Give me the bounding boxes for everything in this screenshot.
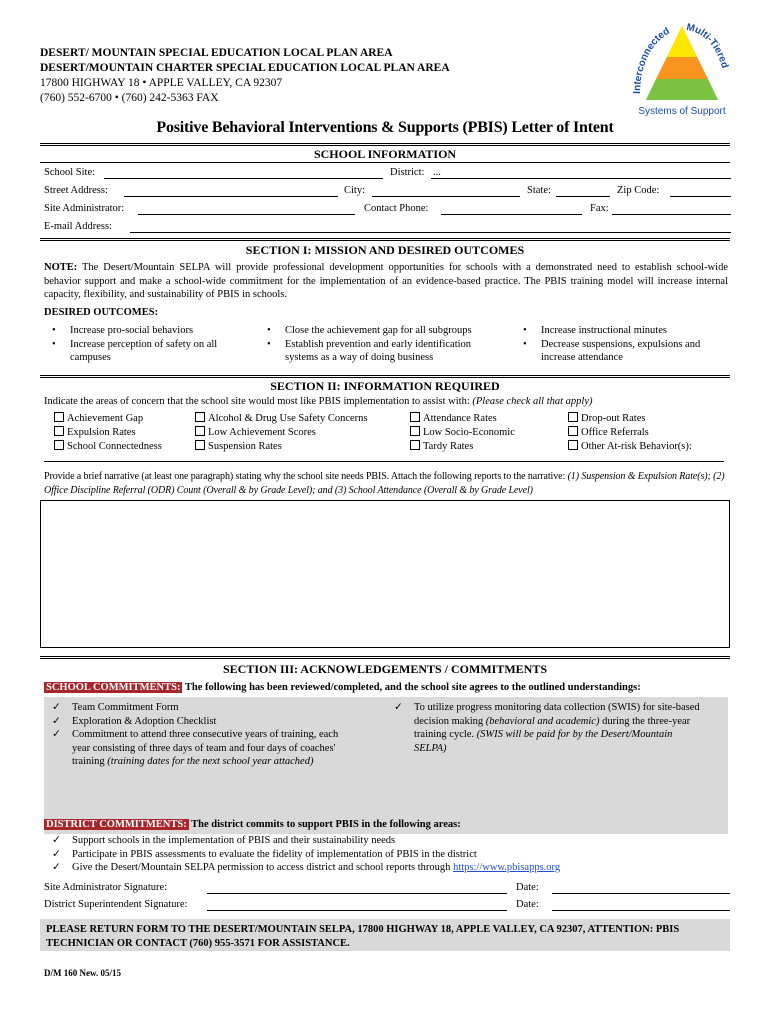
list-item: ✓ Commitment to attend three consecutive years of training, each year consisting of three days of team and four days of coaches' training (training dates for the next school year attached)	[52, 729, 339, 767]
admin-field[interactable]	[138, 214, 355, 215]
phone-field[interactable]	[441, 214, 582, 215]
section2-intro: Indicate the areas of concern that the school site would most like PBIS implementation to assist with: (Please check all that apply)	[44, 396, 593, 407]
concern-checkbox[interactable]: Tardy Rates	[410, 440, 515, 454]
mtss-logo	[626, 22, 738, 120]
state-field[interactable]	[556, 196, 610, 197]
list-item: • Increase instructional minutes	[523, 325, 667, 336]
logo-bottom-text: Systems of Support	[638, 106, 726, 117]
outcomes-col-3	[515, 324, 730, 365]
divider-line	[40, 162, 730, 163]
page-title: Positive Behavioral Interventions & Supports (PBIS) Letter of Intent	[156, 119, 614, 136]
district-field[interactable]	[431, 178, 731, 179]
triangle-logo-icon	[626, 22, 738, 120]
divider-bar	[40, 656, 730, 659]
outcomes-col-2	[259, 324, 495, 365]
admin-label: Site Administrator:	[44, 203, 125, 214]
district-commitments-tag: DISTRICT COMMITMENTS:	[46, 819, 187, 830]
concern-col-4	[568, 412, 692, 454]
zip-field[interactable]	[670, 196, 731, 197]
list-item: • Close the achievement gap for all subgroups	[267, 325, 472, 336]
street-label: Street Address:	[44, 185, 108, 196]
concern-col-2	[195, 412, 368, 454]
site-admin-signature-label: Site Administrator Signature:	[44, 882, 168, 893]
concern-checkbox[interactable]: Low Achievement Scores	[195, 426, 368, 440]
concern-col-3	[410, 412, 515, 454]
note-text: The Desert/Mountain SELPA will provide professional development opportunities for schools with a demonstrated need to establish school-wide behavior support and make a school-wide commitment for the implementation of an evidence-based practice. The PBIS training model will increase internal capacity, flexibility, and sustainability of PBIS in schools.	[44, 262, 728, 300]
city-label: City:	[344, 185, 366, 196]
outcomes-col-1	[44, 324, 244, 365]
list-item: • Increase perception of safety on all campuses	[52, 338, 218, 363]
desired-outcomes-label: DESIRED OUTCOMES:	[44, 307, 159, 318]
list-item: • Establish prevention and early identification systems as a way of doing business	[267, 338, 472, 363]
divider-bar	[40, 375, 730, 378]
concern-col-1	[54, 412, 162, 454]
district-commitments-line: DISTRICT COMMITMENTS: The district commits to support PBIS in the following areas:	[46, 819, 461, 830]
concern-checkbox[interactable]: Other At-risk Behavior(s):	[568, 440, 692, 454]
other-behavior-field[interactable]	[44, 461, 724, 462]
date-label: Date:	[516, 882, 539, 893]
header-line-1: DESERT/ MOUNTAIN SPECIAL EDUCATION LOCAL PLAN AREA	[40, 47, 393, 59]
section3-heading: SECTION III: ACKNOWLEDGEMENTS / COMMITMENTS	[222, 662, 548, 676]
concern-checkbox[interactable]: Low Socio-Economic	[410, 426, 515, 440]
school-commitments-tag: SCHOOL COMMITMENTS:	[46, 682, 181, 693]
list-item: • Increase pro-social behaviors	[52, 325, 194, 336]
state-label: State:	[527, 185, 551, 196]
header-line-3: 17800 HIGHWAY 18 • APPLE VALLEY, CA 92307	[40, 77, 283, 89]
divider-bar	[40, 143, 730, 146]
superintendent-signature-label: District Superintendent Signature:	[44, 899, 188, 910]
district-label: District:	[390, 167, 425, 178]
concern-checkbox[interactable]: Achievement Gap	[54, 412, 162, 426]
date-field-2[interactable]	[552, 910, 730, 911]
date-field-1[interactable]	[552, 893, 730, 894]
section1-note	[44, 261, 728, 302]
school-info-heading: SCHOOL INFORMATION	[313, 147, 457, 161]
form-id: D/M 160 New. 05/15	[44, 968, 121, 978]
zip-label: Zip Code:	[617, 185, 660, 196]
concern-checkbox[interactable]: Drop-out Rates	[568, 412, 692, 426]
street-field[interactable]	[124, 196, 338, 197]
district-commitments-list	[44, 834, 730, 875]
superintendent-signature-field[interactable]	[207, 910, 507, 911]
email-field[interactable]	[130, 232, 731, 233]
concern-checkbox[interactable]: Suspension Rates	[195, 440, 368, 454]
school-commitments-left	[44, 701, 344, 769]
list-item: ✓ Give the Desert/Mountain SELPA permission to access district and school reports through https://www.pbisapps.org	[52, 862, 561, 873]
list-item: • Decrease suspensions, expulsions and increase attendance	[523, 338, 701, 363]
school-site-field[interactable]	[104, 178, 383, 179]
divider-bar	[40, 238, 730, 241]
concern-checkbox[interactable]: Attendance Rates	[410, 412, 515, 426]
district-value: ...	[433, 167, 441, 178]
fax-field[interactable]	[612, 214, 731, 215]
concern-checkbox[interactable]: School Connectedness	[54, 440, 162, 454]
concern-checkbox[interactable]: Office Referrals	[568, 426, 692, 440]
email-label: E-mail Address:	[44, 221, 112, 232]
phone-label: Contact Phone:	[364, 203, 429, 214]
section2-heading: SECTION II: INFORMATION REQUIRED	[270, 379, 500, 393]
school-commitments-right	[386, 701, 702, 755]
fax-label: Fax:	[590, 203, 609, 214]
narrative-instructions: Provide a brief narrative (at least one paragraph) stating why the school site needs PBIS. Attach the following reports to the narrative: (1) Suspension & Expulsion Rate(s); (2) Office Discipline Referral (ODR) Count (Overall & by Grade Level); and (3) School Attendance (Overall & by Grade Level)	[44, 471, 725, 496]
concern-checkbox[interactable]: Alcohol & Drug Use Safety Concerns	[195, 412, 368, 426]
note-label: NOTE:	[44, 262, 78, 273]
logo-right-text: Multi-Tiered	[685, 22, 731, 70]
school-site-label: School Site:	[44, 167, 96, 178]
narrative-textarea[interactable]	[40, 500, 730, 648]
header-line-4: (760) 552-6700 • (760) 242-5363 FAX	[40, 92, 219, 104]
list-item: ✓ Team Commitment Form	[52, 702, 179, 713]
school-commitments-line: SCHOOL COMMITMENTS: The following has been reviewed/completed, and the school site agrees to the outlined understandings:	[46, 682, 641, 693]
list-item: ✓ Exploration & Adoption Checklist	[52, 715, 217, 727]
list-item: ✓ Support schools in the implementation of PBIS and their sustainability needs	[52, 835, 396, 846]
city-field[interactable]	[372, 196, 520, 197]
section1-heading: SECTION I: MISSION AND DESIRED OUTCOMES	[245, 243, 525, 257]
date-label: Date:	[516, 899, 539, 910]
school-commitments-box	[44, 697, 728, 834]
site-admin-signature-field[interactable]	[207, 893, 507, 894]
pbisapps-link[interactable]: https://www.pbisapps.org	[453, 862, 561, 873]
logo-top-text: Interconnected	[631, 25, 672, 94]
return-instructions: PLEASE RETURN FORM TO THE DESERT/MOUNTAIN SELPA, 17800 HIGHWAY 18, APPLE VALLEY, CA 92307, ATTENTION: PBIS TECHNICIAN OR CONTACT (760) 955-3571 FOR ASSISTANCE.	[40, 919, 730, 951]
list-item: ✓ Participate in PBIS assessments to evaluate the fidelity of implementation of PBIS in the district	[52, 848, 477, 860]
list-item: ✓ To utilize progress monitoring data collection (SWIS) for site-based decision making (behavioral and academic) during the three-year training cycle. (SWIS will be paid for by the Desert/Mountain SELPA)	[394, 702, 700, 754]
concern-checkbox[interactable]: Expulsion Rates	[54, 426, 162, 440]
header-line-2: DESERT/MOUNTAIN CHARTER SPECIAL EDUCATION LOCAL PLAN AREA	[40, 62, 450, 74]
